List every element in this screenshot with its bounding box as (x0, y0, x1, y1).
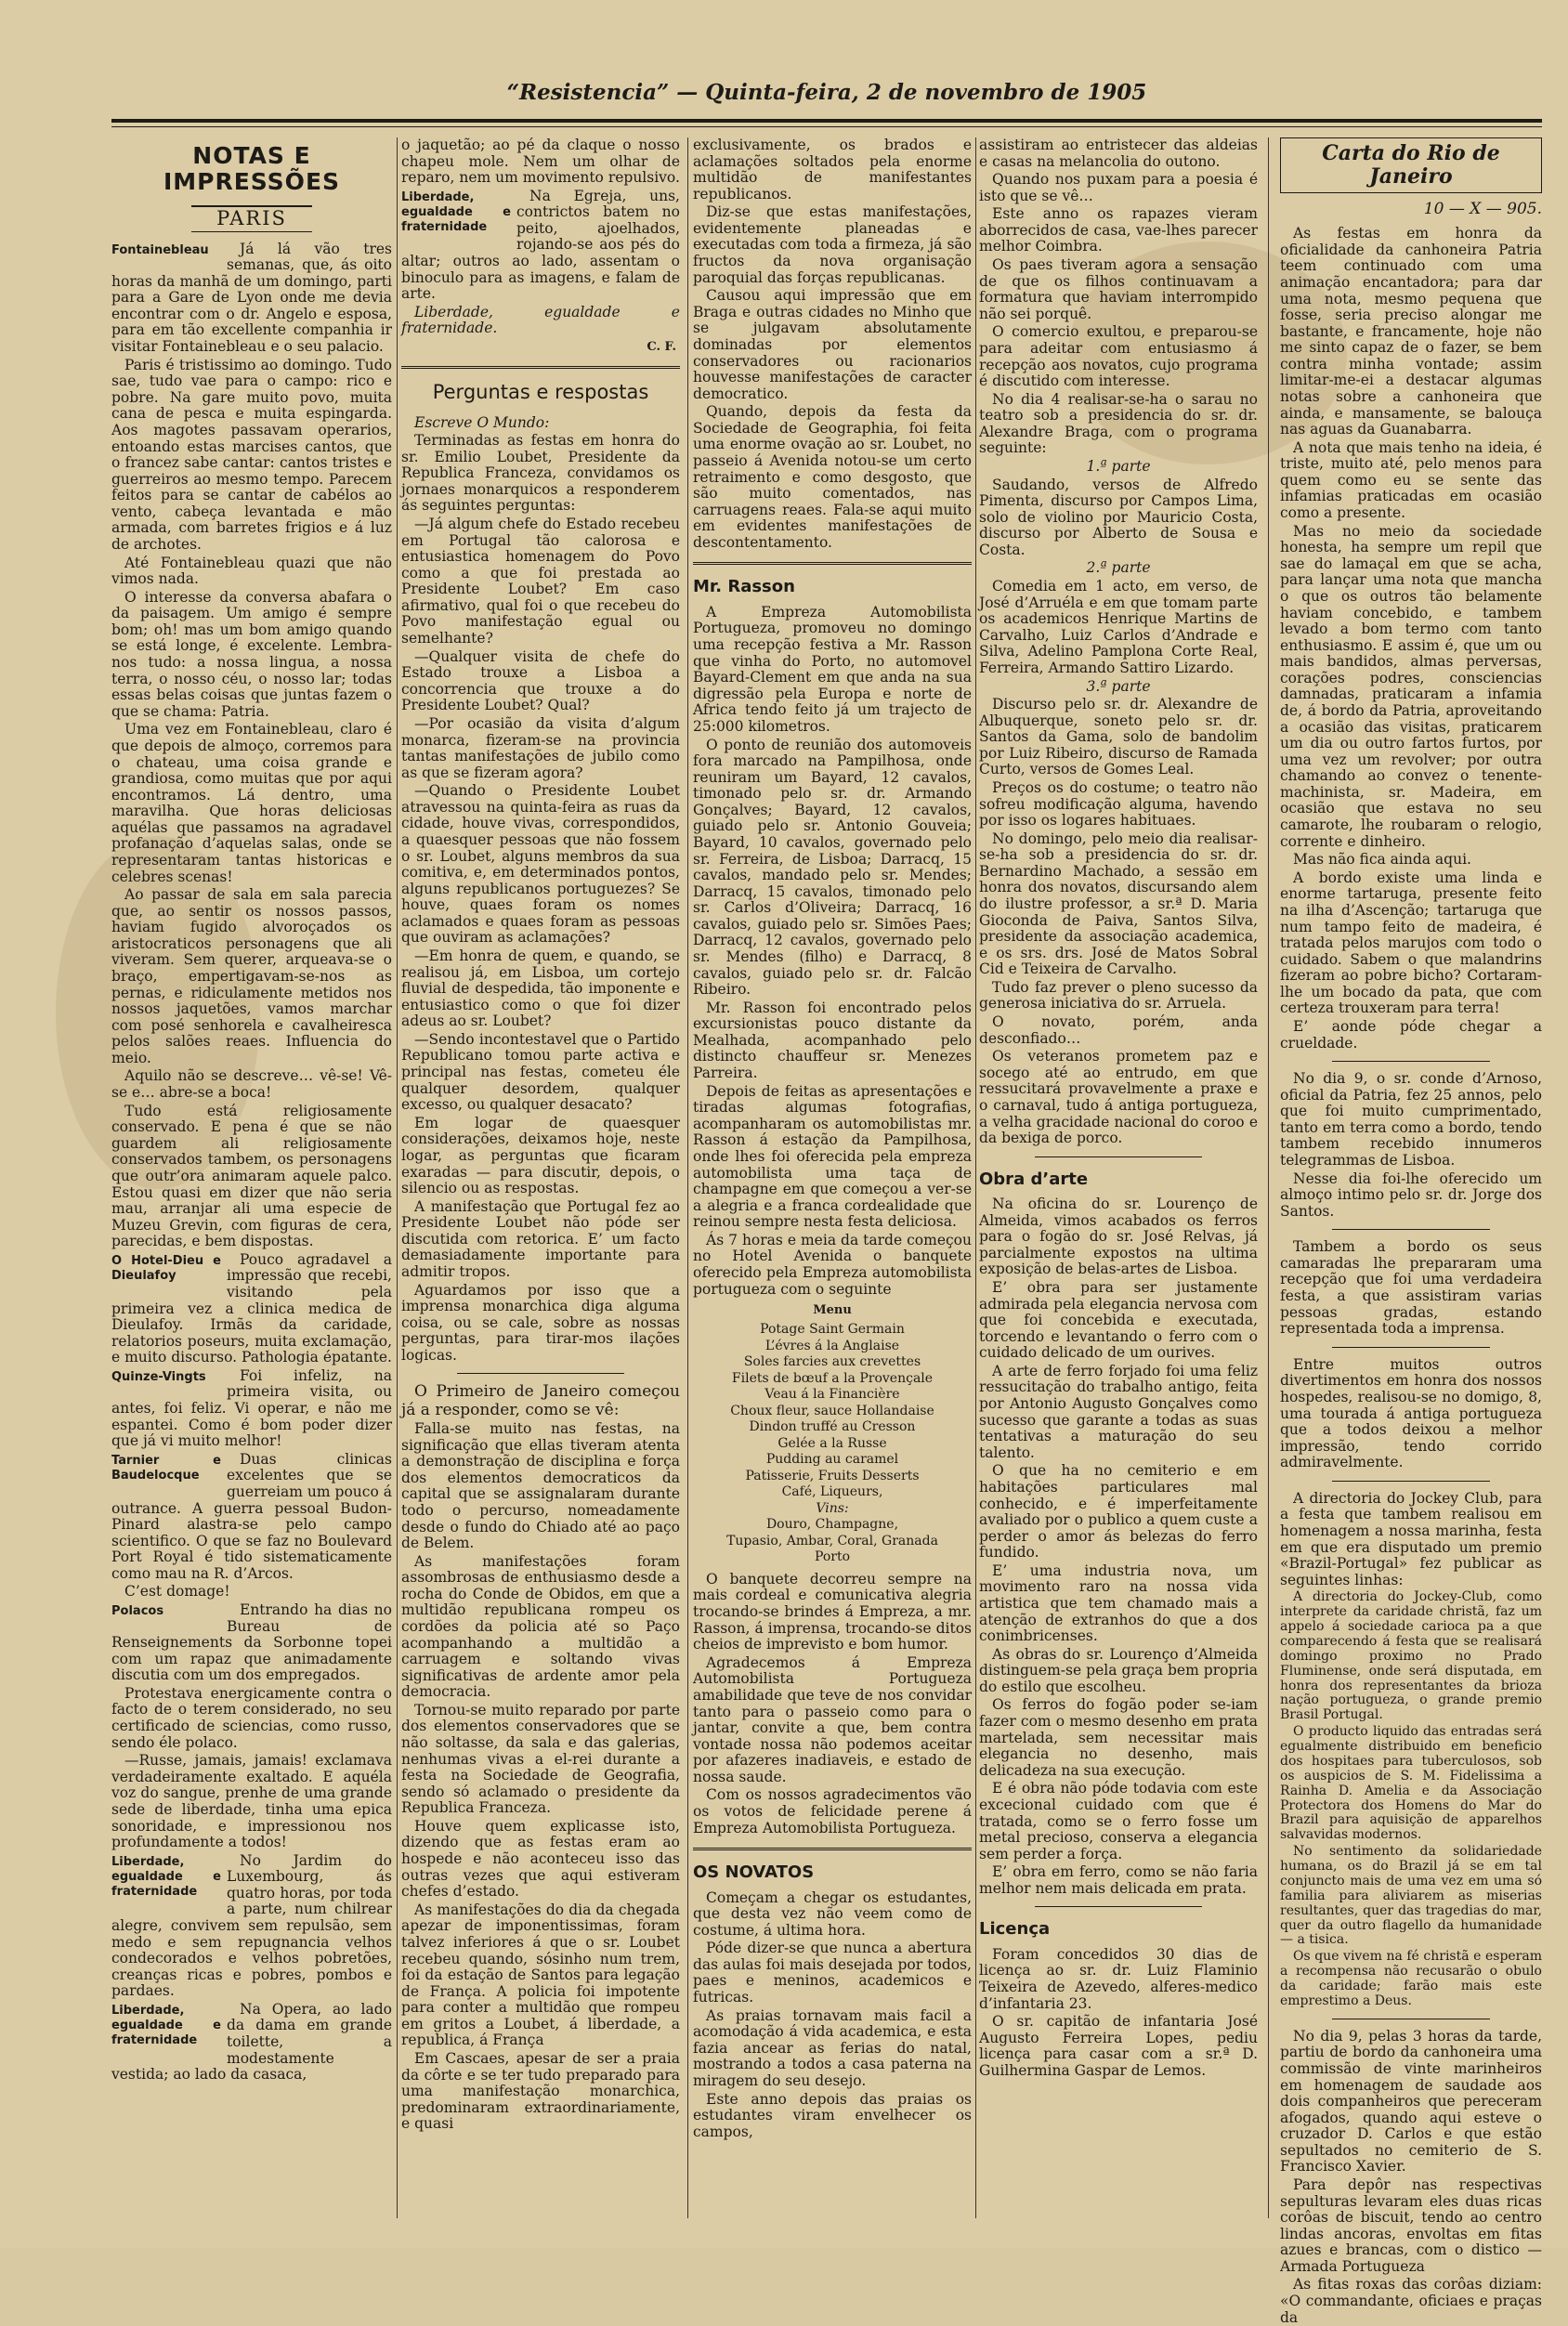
paragraph: A arte de ferro forjado foi uma feliz ressucitação do trabalho antigo, feita por Antonio Augusto Gonçalves como sucesso que garante a todas as suas tentativas a maturação do seu talento. (979, 1362, 1258, 1461)
separator (1035, 1156, 1202, 1157)
paragraph: Na Opera, ao lado da dama em grande toilette, a modestamente vestida; ao lado da casaca, (111, 2000, 392, 2084)
paragraph: O interesse da conversa abafara o da paisagem. Um amigo é sempre bom; oh! mas um bom amigo quando se está longe, é excelente. Lembra-nos tudo: a nossa lingua, a nossa terra, o nosso céu, o nosso lar; todas essas belas coisas que juntas fazem o que se chama: Patria. (111, 588, 392, 720)
paragraph: Discurso pelo sr. dr. Alexandre de Albuquerque, soneto pelo sr. dr. Santos da Gama, solo de bandolim por Luiz Ribeiro, discurso de Ramada Curto, versos de Gomes Leal. (979, 696, 1258, 778)
menu-item: Veau á la Financière (764, 1387, 900, 1403)
paragraph: Mas no meio da sociedade honesta, ha sempre um repil que sae do lamaçal em que se acha, para lançar uma nota que mancha o que os outros tão belamente haviam concebido, e tambem levado a bom termo com tanto enthusiasmo. E assim é, que um ou mais bandidos, almas perversas, corações podres, consciencias damnadas, praticaram a infamia de, á bordo da Patria, aproveitando a ocasião das visitas, praticarem um dia ou outro fartos furtos, por uma vez um revolver; por outra chamando ao convez o tenente-machinista, sr. Madeira, em ocasião que estava no seu camarote, lhe roubaram o relogio, corrente e dinheiro. (1280, 522, 1542, 850)
paragraph: Começam a chegar os estudantes, que desta vez não veem como de costume, á ultima hora. (693, 1888, 972, 1939)
paragraph: —Por ocasião da visita d’algum monarca, fizeram-se na provincia tantas manifestações de jubilo como as que se fizeram agora? (401, 714, 680, 781)
paragraph: Tudo está religiosamente conservado. E pena é que se não guardem ali religiosamente conservados tambem, os personagens que outr’ora animaram aquele palco. Estou quasi em dizer que não seria mau, arranjar ali uma especie de Muzeu Grevin, com figuras de cera, parecidas, e bem dispostas. (111, 1102, 392, 1250)
paragraph: Foram concedidos 30 dias de licença ao sr. dr. Luiz Flaminio Teixeira de Azevedo, alferes-medico d’infantaria 23. (979, 1945, 1258, 2012)
paragraph: O banquete decorreu sempre na mais cordeal e comunicativa alegria trocando-se brindes á Empreza, a mr. Rasson, á imprensa, trocando-se ditos cheios de imprevisto e bom humor. (693, 1570, 972, 1653)
separator (1332, 1061, 1489, 1062)
paragraph: o jaquetão; ao pé da claque o nosso chapeu mole. Nem um olhar de reparo, nem um movimento repulsivo. (401, 137, 680, 187)
paragraph: Este anno depois das praias os estudantes viram envelhecer os campos, (693, 2090, 972, 2140)
menu-item: Porto (814, 1549, 851, 1565)
column-rule (1268, 137, 1269, 2218)
paragraph: Depois de feitas as apresentações e tiradas algumas fotografias, acompanharam os automobilistas mr. Rasson á estação da Pampilhosa, onde lhes foi oferecida pela empreza automobilista uma taça de champagne em que começou a ver-se a alegria e a franca cordealidade que reinou sempre nesta festa deliciosa. (693, 1082, 972, 1231)
paragraph: No dia 9, pelas 3 horas da tarde, partiu de bordo da canhoneira uma commissão de vinte marinheiros em homenagem de saudade aos dois companheiros que pereceram afogados, quando aqui esteve o cruzador D. Carlos e que estão sepultados no cemiterio de S. Francisco Xavier. (1280, 2027, 1542, 2176)
signature: C. F. (647, 339, 676, 354)
paragraph: —Em honra de quem, e quando, se realisou já, em Lisboa, um cortejo fluvial de despedida, tão imponente e entusiastico como o que foi dizer adeus ao sr. Loubet? (401, 947, 680, 1030)
masthead (111, 65, 1542, 119)
paragraph: No sentimento da solidariedade humana, os do Brazil já se em tal conjuncto mais de uma vez em uma só familia para aliviarem as miserias resultantes, quer das tragedias do mar, quer da outro flagello da humanidade — a tisica. (1280, 1844, 1542, 1948)
paragraph: Falla-se muito nas festas, na significação que ellas tiveram atenta a demonstração de disciplina e força dos elementos democraticos da capital que se assignalaram durante todo o percurso, nomeadamente desde o fundo do Chiado até ao paço de Belem. (401, 1420, 680, 1552)
paragraph: Mr. Rasson foi encontrado pelos excursionistas pouco distante da Mealhada, acompanhado pelo distincto chauffeur sr. Menezes Parreira. (693, 999, 972, 1082)
paragraph: Já lá vão tres semanas, que, ás oito horas da manhã de um domingo, parti para a Gare de Lyon onde me devia encontrar com o dr. Angelo e esposa, para em tão excellente companhia ir visitar Fontainebleau e o seu palacio. (111, 240, 392, 356)
paragraph: A Empreza Automobilista Portugueza, promoveu no domingo uma recepção festiva a Mr. Rasson que vinha do Porto, no automovel Bayard-Clement em que anda na sua digressão pela Europa e norte de Africa tendo feito já um trajecto de 25:000 kilometros. (693, 603, 972, 735)
paragraph: O sr. capitão de infantaria José Augusto Ferreira Lopes, pediu licença para casar com a sr.ª D. Guilhermina Gaspar de Lemos. (979, 2013, 1258, 2079)
article-title: Obra d’arte (979, 1169, 1089, 1189)
paragraph: O ponto de reunião dos automoveis fora marcado na Pampilhosa, onde reuniram um Bayard, 12 cavalos, timonado pelo sr. dr. Armando Gonçalves; Bayard, 12 cavalos, guiado pelo sr. Antonio Gouveia; Bayard, 10 cavalos, governado pelo sr. Ferreira, de Lisboa; Darracq, 15 cavalos, mandado pelo sr. Mendes; Darracq, 15 cavalos, timonado pelo sr. Carlos d’Oliveira; Darracq, 16 cavalos, guiado pelo sr. Simões Paes; Darracq, 12 cavalos, governado pelo sr. Mendes (filho) e Darracq, 8 cavalos, guiado pelo sr. dr. Falcão Ribeiro. (693, 736, 972, 999)
side-heading: Quinze-Vingts (111, 1369, 206, 1384)
menu-item: Pudding au caramel (765, 1452, 899, 1468)
menu-item: Soles farcies aux crevettes (743, 1354, 921, 1370)
menu-item: Potage Saint Germain (760, 1322, 905, 1338)
paragraph: Os ferros do fogão poder se-iam fazer com o mesmo desenho em prata martelada, sem necessitar mais elegancia no desenho, mais delicadeza na sua execução. (979, 1696, 1258, 1779)
menu-item: Tupasio, Ambar, Coral, Granada (726, 1533, 938, 1548)
menu-item: Café, Liqueurs, (781, 1484, 883, 1500)
paragraph: O producto liquido das entradas será egualmente distribuido em beneficio dos hospitaes para tuberculosos, sob os auspicios de S. M. Fidelissima a Rainha D. Amelia e da Associação Protectora dos Homens do Mar do Brazil para aquisição de apparelhos salvavidas modernos. (1280, 1724, 1542, 1843)
menu-item: Choux fleur, sauce Hollandaise (730, 1403, 934, 1418)
paragraph: Uma vez em Fontainebleau, claro é que depois de almoço, corremos para o chateau, uma coisa grande e grandiosa, como muitas que por aqui encontramos. Lá dentro, uma maravilha. Que horas deliciosas aquélas que passamos na agradavel profanação d’aquelas salas, onde se representaram tantas historicas e celebres scenas! (111, 721, 392, 885)
paragraph: Ás 7 horas e meia da tarde começou no Hotel Avenida o banquete oferecido pela Empreza automobilista portugueza com o seguinte (693, 1231, 972, 1298)
paragraph: E’ obra em ferro, como se não faria melhor nem mais delicada em prata. (979, 1863, 1258, 1897)
program-part: 3.ª parte (1086, 677, 1151, 695)
subsection-title: PARIS (191, 205, 312, 232)
paragraph: Tambem a bordo os seus camaradas lhe prepararam uma recepção que foi uma verdadeira festa, a que assistiram varias pessoas gradas, estando representada toda a imprensa. (1280, 1238, 1542, 1338)
paragraph: Comedia em 1 acto, em verso, de José d’Arruéla e em que tomam parte os academicos Henrique Martins de Carvalho, Luiz Carlos d’Andrade e Silva, Adelino Pamplona Corte Real, Ferreira, Armando Sattiro Lizardo. (979, 578, 1258, 676)
side-heading: Polacos (111, 1603, 164, 1618)
paragraph: Tornou-se muito reparado por parte dos elementos conservadores que se não soltasse, da sala e das galerias, nenhumas vivas a el-rei durante a festa na Sociedade de Geografia, sendo só aclamado o presidente da Republica Franceza. (401, 1701, 680, 1817)
paragraph: Póde dizer-se que nunca a abertura das aulas foi mais desejada por todos, paes e meninos, academicos e futricas. (693, 1940, 972, 2006)
paragraph: E’ aonde póde chegar a crueldade. (1280, 1017, 1542, 1052)
paragraph: Tudo faz prever o pleno sucesso da generosa iniciativa do sr. Arruela. (979, 978, 1258, 1013)
article-date: 10 — X — 905. (1423, 199, 1542, 218)
menu-block (693, 1303, 972, 1566)
paragraph: O comercio exultou, e preparou-se para adeitar com entusiasmo á recepção aos novatos, cujo programa é discutido com interesse. (979, 323, 1258, 390)
program-part: 1.ª parte (1086, 457, 1151, 475)
paragraph: As fitas roxas das corôas diziam: «O commandante, oficiaes e praças da (1280, 2276, 1542, 2326)
menu-item: Douro, Champagne, (765, 1517, 899, 1533)
column-rule (687, 137, 688, 2218)
paragraph: exclusivamente, os brados e aclamações soltados pela enorme multidão de manifestantes republicanos. (693, 137, 972, 203)
column-4 (979, 137, 1258, 2228)
paragraph: Saudando, versos de Alfredo Pimenta, discurso por Campos Lima, solo de violino por Mauricio Costa, discurso por Alberto de Sousa e Costa. (979, 476, 1258, 558)
running-title: “Resistencia” — Quinta-feira, 2 de novembro de 1905 (506, 80, 1147, 105)
paragraph: C’est domage! (124, 1583, 230, 1601)
side-heading: Liberdade, egualdade e fraternidade (111, 2003, 221, 2048)
paragraph: Pouco agradavel a impressão que recebi, visitando pela primeira vez a clinica medica de Dieulafoy. Irmãs da caridade, relatorios poseurs, muita exclamação, e muito discurso. Pathologia épatante. (111, 1250, 392, 1366)
section-rule (693, 562, 972, 565)
paragraph: —Já algum chefe do Estado recebeu em Portugal tão calorosa e entusiastica homenagem do Povo como a que foi prestada ao Presidente Loubet? Em caso afirmativo, qual foi o que recebeu do Povo manifestação egual ou semelhante? (401, 515, 680, 647)
side-heading: O Hotel-Dieu e Dieulafoy (111, 1253, 221, 1284)
paragraph: Preços os do costume; o teatro não sofreu modificação alguma, havendo por isso os logares habituaes. (979, 778, 1258, 830)
side-heading: Liberdade, egualdade e fraternidade (401, 189, 511, 235)
paragraph: Os que vivem na fé christã e esperam a recompensa não recusarão o obulo da caridade; farão mais este emprestimo a Deus. (1280, 1949, 1542, 2008)
paragraph: Liberdade, egualdade e fraternidade. (401, 303, 680, 337)
paragraph: A manifestação que Portugal fez ao Presidente Loubet não póde ser discutida com retorica. E’ um facto demasiadamente importante para admitir tropos. (401, 1197, 680, 1280)
paragraph: assistiram ao entristecer das aldeias e casas na melancolia do outono. (979, 137, 1258, 170)
paragraph: —Quando o Presidente Loubet atravessou na quinta-feira as ruas da cidade, houve vivas, correspondidos, a quaesquer pessoas que não fossem o sr. Loubet, alguns membros da sua comitiva, e, em determinados pontos, alguns republicanos portuguezes? Se houve, quaes foram os nomes aclamados e quaes foram as pessoas que ouviram as aclamações? (401, 782, 680, 947)
article-title: Licença (979, 1919, 1051, 1940)
paragraph: Nesse dia foi-lhe oferecido um almoço intimo pelo sr. dr. Jorge dos Santos. (1280, 1170, 1542, 1220)
paragraph: As manifestações foram assombrosas de enthusiasmo desde a rocha do Conde de Obidos, em que a multidão republicana rompeu os cordões da policia até so Paço acompanhando a multidão a carruagem e soltando vivas significativas de ardente amor pela democracia. (401, 1552, 680, 1701)
paragraph: O Primeiro de Janeiro começou já a responder, como se vê: (401, 1382, 680, 1419)
menu-item: L’évres á la Anglaise (764, 1338, 900, 1353)
paragraph: Paris é tristissimo ao domingo. Tudo sae, tudo vae para o campo: rico e pobre. Na gare muito povo, muita cana de pesca e muita espingarda. Aos magotes passavam operarios, entoando estas marcises cantos, que o francez sabe cantar: cantos tristes e guerreiros ao mesmo tempo. Parecem feitos para se cantar de cabélos ao vento, cabeça levantada e mão armada, com barretes frigios e á luz de archotes. (111, 356, 392, 553)
paragraph: Entre muitos outros divertimentos em honra dos nossos hospedes, realisou-se no domigo, 8, uma tourada á antiga portugueza que a todos deixou a melhor impressão, tendo corrido admiravelmente. (1280, 1355, 1542, 1471)
paragraph: No domingo, pelo meio dia realisar-se-ha sob a presidencia do sr. dr. Bernardino Machado, a sessão em honra dos novatos, discursando alem do ilustre professor, a sr.ª D. Maria Gioconda de Paiva, Santos Silva, presidente da associação academica, e os srs. drs. José de Matos Sobral Cid e Teixeira de Carvalho. (979, 830, 1258, 978)
paragraph: Escreve O Mundo: (414, 413, 550, 431)
paragraph: Terminadas as festas em honra do sr. Emilio Loubet, Presidente da Republica Franceza, convidamos os jornaes monarquicos a responderem ás seguintes perguntas: (401, 432, 680, 515)
menu-item: Vins: (816, 1500, 849, 1516)
column-rule (397, 137, 398, 2218)
column-3 (693, 137, 972, 2228)
paragraph: As praias tornavam mais facil a acomodação á vida academica, e esta fazia ancear as ferias do natal, mostrando a todos a casa paterna na miragem do seu desejo. (693, 2006, 972, 2089)
section-title: NOTAS E IMPRESSÕES (163, 142, 341, 196)
paragraph: A bordo existe uma linda e enorme tartaruga, presente feito na ilha d’Ascenção; tartaruga que num tampo feito de madeira, é tratada pelos marujos com todo o cuidado. Sabem o que malandrins fizeram ao pobre bicho? Cortaram-lhe um bocado da pata, que com certeza trouxeram para terra! (1280, 869, 1542, 1017)
side-heading: Liberdade, egualdade e fraternidade (111, 1854, 221, 1900)
paragraph: Aquilo não se descreve… vê-se! Vê-se e… abre-se a boca! (111, 1067, 392, 1102)
separator (457, 1373, 624, 1374)
paragraph: A directoria do Jockey Club, para a festa que tambem realisou em homenagem a nossa marinha, festa em que era disputado um premio «Brazil-Portugal» fez publicar as seguintes linhas: (1280, 1489, 1542, 1588)
masthead-rule (111, 119, 1542, 123)
paragraph: Entrando ha dias no Bureau de Renseignements da Sorbonne topei com um rapaz que animadamente discutia com um dos empregados. (111, 1601, 392, 1684)
paragraph: Até Fontainebleau quazi que não vimos nada. (111, 554, 392, 588)
menu-item: Filets de bœuf a la Provençale (731, 1370, 934, 1386)
paragraph: E’ uma industria nova, um movimento raro na nossa vida artistica que tem chamado mais a atenção de extranhos do que a dos conimbricenses. (979, 1562, 1258, 1645)
paragraph: Os veteranos prometem paz e socego até ao entrudo, em que ressucitará provavelmente a praxe e o carnaval, tudo á antiga portugueza, a velha gracidade nacional do coroo e da bexiga de porco. (979, 1048, 1258, 1147)
paragraph: A nota que mais tenho na ideia, é triste, muito até, pelo menos para quem como eu se sente das infamias praticadas em ocasião como a presente. (1280, 438, 1542, 522)
column-1 (111, 137, 392, 2228)
paragraph: O novato, porém, anda desconfiado… (979, 1013, 1258, 1047)
side-heading: Fontainebleau (111, 242, 209, 257)
paragraph: Para depôr nas respectivas sepulturas levaram eles duas ricas corôas de biscuit, tendo ao centro lindas ancoras, envoltas em fitas azues e brancas, com o distico — Armada Portugueza (1280, 2176, 1542, 2275)
paragraph: Em Cascaes, apesar de ser a praia da côrte e se ter tudo preparado para uma manifestação monarchica, predominaram extraordinariamente, e quasi (401, 2050, 680, 2133)
paragraph: Agradecemos á Empreza Automobilista Portugueza amabilidade que teve de nos convidar tanto para o passeio como para o jantar, convite a que, bem contra vontade nossa não podemos aceitar por afazeres inadiaveis, e estado de nossa saude. (693, 1653, 972, 1785)
paragraph: As festas em honra da oficialidade da canhoneira Patria teem continuado com uma animação encantadora; para dar uma nota, mesmo pequena que fosse, seria preciso alongar me bastante, e francamente, hoje não me sinto capaz de o fazer, se bem contra minha vontade; assim limitar-me-ei a destacar algumas notas sobre a canhoneira que ainda, e mansamente, se balouça nas aguas da Guanabarra. (1280, 225, 1542, 438)
paragraph: No Jardim do Luxembourg, ás quatro horas, por toda a parte, num chilrear alegre, convivem sem repulsão, sem medo e sem repugnancia velhos condecorados e velhos pobretões, creanças ricas e pobres, pombos e pardaes. (111, 1851, 392, 2000)
side-heading: Tarnier e Baudelocque (111, 1453, 221, 1483)
paragraph: O que ha no cemiterio e em habitações particulares mal conhecido, e é imperfeitamente avaliado por o publico a quem custe a perder o amor ás belezas do ferro fundido. (979, 1462, 1258, 1562)
paragraph: —Russe, jamais, jamais! exclamava verdadeiramente exaltado. E aquéla voz do sangue, prenhe de uma grande sede de liberdade, tinha uma epica sonoridade, e impressionou nos profundamente a todos! (111, 1752, 392, 1851)
paragraph: Mas não fica ainda aqui. (1293, 851, 1471, 869)
article-title: Mr. Rasson (693, 577, 795, 597)
paragraph: Este anno os rapazes vieram aborrecidos de casa, vae-lhes parecer melhor Coimbra. (979, 205, 1258, 255)
paragraph: E é obra não póde todavia com este excecional cuidado com que é tratada, como se o ferro fosse um metal precioso, conserva a elegancia sem perder a força. (979, 1780, 1258, 1862)
section-rule (693, 1848, 972, 1850)
paragraph: As manifestações do dia da chegada apezar de imponentissimas, foram talvez inferiores á que o sr. Loubet recebeu quando, sósinho num trem, foi da estação de Santos para legação de França. A policia foi impotente para conter a multidão que rompeu em gritos a Loubet, á liberdade, a republica, á França (401, 1901, 680, 2049)
column-5 (1280, 137, 1542, 2326)
paragraph: —Qualquer visita de chefe do Estado trouxe a Lisboa a concorrencia que trouxe a do Presidente Loubet? Qual? (401, 647, 680, 714)
program-part: 2.ª parte (1086, 559, 1151, 577)
paragraph: Protestava energicamente contra o facto de o terem considerado, no seu certificado de sciencias, como russo, sendo éle polaco. (111, 1684, 392, 1751)
paragraph: Ao passar de sala em sala parecia que, ao sentir os nossos passos, haviam fugido alvoroçados os aristocraticos personagens que ali viveram. Sem querer, arqueava-se o braço, empertigavam-se-nos as pernas, e ridiculamente metidos nos nossos jaquetões, vamos marchar com posé senhorela e cavalheiresca pelos salões reaes. Influencia do meio. (111, 886, 392, 1066)
separator (1332, 1481, 1489, 1482)
paragraph: Houve quem explicasse isto, dizendo que as festas eram ao hospede e não aconteceu isso das outras vezes que aqui estiveram chefes d’estado. (401, 1817, 680, 1901)
paragraph: —Sendo incontestavel que o Partido Republicano tomou parte activa e principal nas festas, cometeu éle qualquer desordem, qualquer excesso, ou qualquer desacato? (401, 1030, 680, 1114)
paragraph: Aguardamos por isso que a imprensa monarchica diga alguma coisa, ou se cale, sobre as nossas perguntas, para tirar‑mos ilações logicas. (401, 1281, 680, 1364)
section-rule (401, 366, 680, 369)
paragraph: As obras do sr. Lourenço d’Almeida distinguem-se pela graça bem propria do estilo que escolheu. (979, 1645, 1258, 1695)
paragraph: No dia 9, o sr. conde d’Arnoso, oficial da Patria, fez 25 annos, pelo que foi muito cumprimentado, tanto em terra como a bordo, tendo tambem recebido innumeros telegrammas de Lisboa. (1280, 1070, 1542, 1170)
paragraph: Diz-se que estas manifestações, evidentemente planeadas e executadas com toda a firmeza, já são fructos da nova organisação paroquial das forças republicanas. (693, 203, 972, 286)
separator (1035, 1906, 1202, 1907)
paragraph: Na Egreja, uns, contrictos batem no peito, ajoelhados, rojando-se aos pés do altar; outros ao lado, assentam o binoculo para as imagens, e falam de arte. (401, 187, 680, 303)
paragraph: Em logar de quaesquer considerações, deixamos hoje, neste logar, as perguntas que ficaram exaradas — para discutir, depois, o silencio ou as respostas. (401, 1114, 680, 1197)
paragraph: E’ obra para ser justamente admirada pela elegancia nervosa com que foi concebida e executada, torcendo e levantando o ferro com o cuidado delicado de um ourives. (979, 1279, 1258, 1362)
paragraph: Quando, depois da festa da Sociedade de Geographia, foi feita uma enorme ovação ao sr. Loubet, no passeio á Avenida notou-se um certo retraimento e como desgosto, que são muito comentados, nas carruagens reaes. Fala-se aqui muito em evidentes manifestações de descontentamento. (693, 403, 972, 551)
article-title: Carta do Rio de Janeiro (1280, 137, 1542, 193)
menu-item: Dindon truffé au Cresson (749, 1419, 916, 1435)
menu-title: Menu (813, 1303, 852, 1318)
masthead-rule (111, 126, 1542, 127)
paragraph: Causou aqui impressão que em Braga e outras cidades no Minho que se julgavam absolutamente dominadas por elementos conservadores ou racionarios houvesse manifestações de caracter democratico. (693, 287, 972, 402)
separator (1332, 1347, 1489, 1348)
article-title: OS NOVATOS (693, 1862, 815, 1883)
paragraph: Os paes tiveram agora a sensação de que os filhos continuavam a formatura que haviam interrompido não sei porquê. (979, 256, 1258, 322)
column-2 (401, 137, 680, 2228)
paragraph: A directoria do Jockey-Club, como interprete da caridade christã, faz um appelo á sociedade carioca pa a que comparecendo á festa que se realisará domingo proximo no Prado Fluminense, onde será disputada, em honra dos representantes da brioza nação portugueza, o grande premio Brasil Portugal. (1280, 1589, 1542, 1723)
article-title: Perguntas e respostas (432, 380, 649, 403)
paragraph: Quando nos puxam para a poesia é isto que se vê… (979, 171, 1258, 204)
paragraph: Duas clinicas excelentes que se guerreiam um pouco á outrance. A guerra pessoal Budon-Pinard alastra-se pelo campo scientifico. O que se faz no Boulevard Port Royal é tido sistematicamente como mau na R. d’Arcos. (111, 1450, 392, 1582)
menu-item: Patisserie, Fruits Desserts (745, 1468, 920, 1483)
column-rule (975, 137, 976, 2218)
paragraph: Com os nossos agradecimentos vão os votos de felicidade perene á Empreza Automobilista Portugueza. (693, 1786, 972, 1836)
paragraph: Na oficina do sr. Lourenço de Almeida, vimos acabados os ferros para o fogão do sr. José Relvas, já parcialmente expostos na ultima exposição de belas-artes de Lisboa. (979, 1196, 1258, 1278)
paragraph: No dia 4 realisar-se-ha o sarau no teatro sob a presidencia do sr. dr. Alexandre Braga, com o programa seguinte: (979, 390, 1258, 457)
separator (1332, 1229, 1489, 1230)
paragraph: Foi infeliz, na primeira visita, ou antes, foi feliz. Vi operar, e não me espantei. Como é bom poder dizer que já vi muito melhor! (111, 1366, 392, 1450)
menu-item: Gelée a la Russe (777, 1435, 887, 1451)
